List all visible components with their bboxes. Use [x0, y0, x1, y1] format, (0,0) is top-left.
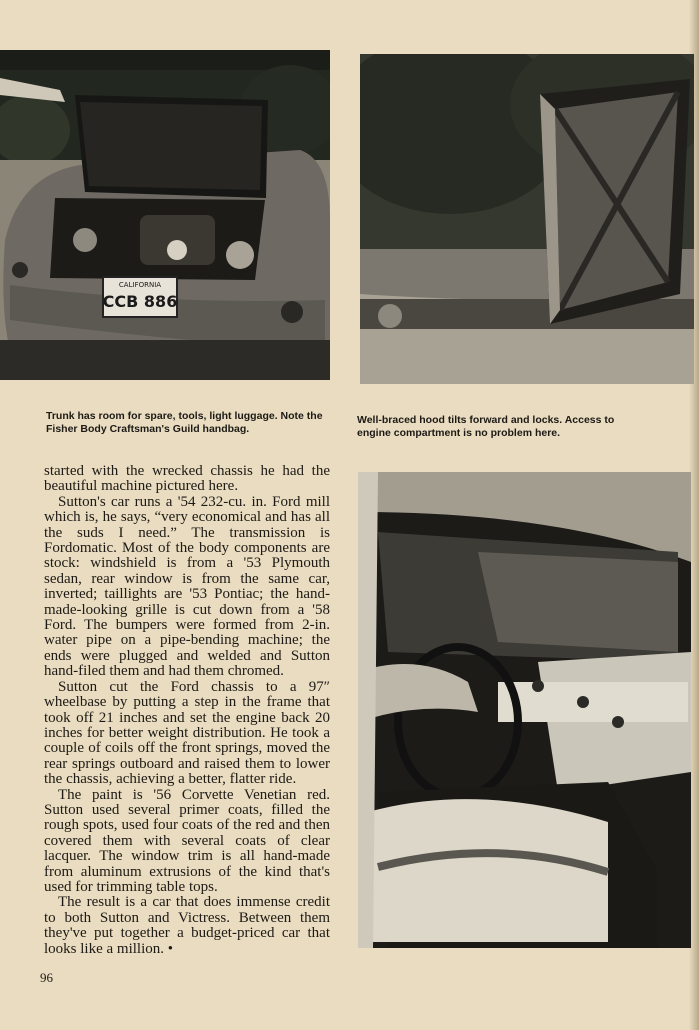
hood-photo	[360, 54, 694, 384]
trunk-photo-illustration	[0, 50, 330, 380]
article-paragraph: Sutton's car runs a '54 232-cu. in. Ford mill which is, he says, “very economical and has all the suds I need.” The transmission is Fordomatic. Most of the body components are stock: windshield is from a '53 Plymouth sedan, rear window is from the same car, inverted; taillights are '53 Pontiac; the hand-made-looking grille is cut down from a '58 Ford. The bumpers were formed from 2-in. water pipe on a pipe-bending machine; the ends were plugged and welded and Sutton hand-filed them and had them chromed.	[44, 493, 330, 680]
interior-photo-illustration	[358, 472, 691, 948]
article-body	[44, 464, 330, 957]
article-paragraph: Sutton cut the Ford chassis to a 97″ wheelbase by putting a step in the frame that took off 21 inches and set the engine back 20 inches for better weight distribution. He took a couple of coils off the front springs, moved the rear springs outboard and raised them to lower the chassis, achieving a better, flatter ride.	[44, 678, 330, 788]
article-paragraph: The result is a car that does immense credit to both Sutton and Victress. Between them they've put together a budget-priced car that looks like a million. •	[44, 894, 330, 957]
article-paragraph: started with the wrecked chassis he had the beautiful machine pictured here.	[44, 463, 330, 495]
page-number: 96	[40, 970, 53, 985]
hood-caption: Well-braced hood tilts forward and locks. Access to engine compartment is no problem here.	[357, 414, 615, 439]
interior-photo	[358, 472, 691, 948]
trunk-caption: Trunk has room for spare, tools, light luggage. Note the Fisher Body Craftsman's Guild handbag.	[46, 410, 323, 435]
hood-photo-illustration	[360, 54, 694, 384]
license-plate-number: CCB 886	[102, 292, 178, 311]
license-state: CALIFORNIA	[118, 281, 162, 289]
article-paragraph: The paint is '56 Corvette Venetian red. Sutton used several primer coats, filled the rough spots, used four coats of the red and then covered them with several coats of clear lacquer. The window trim is all hand-made from aluminum extrusions of the kind that's used for trimming table tops.	[44, 786, 330, 895]
trunk-photo	[0, 50, 330, 380]
